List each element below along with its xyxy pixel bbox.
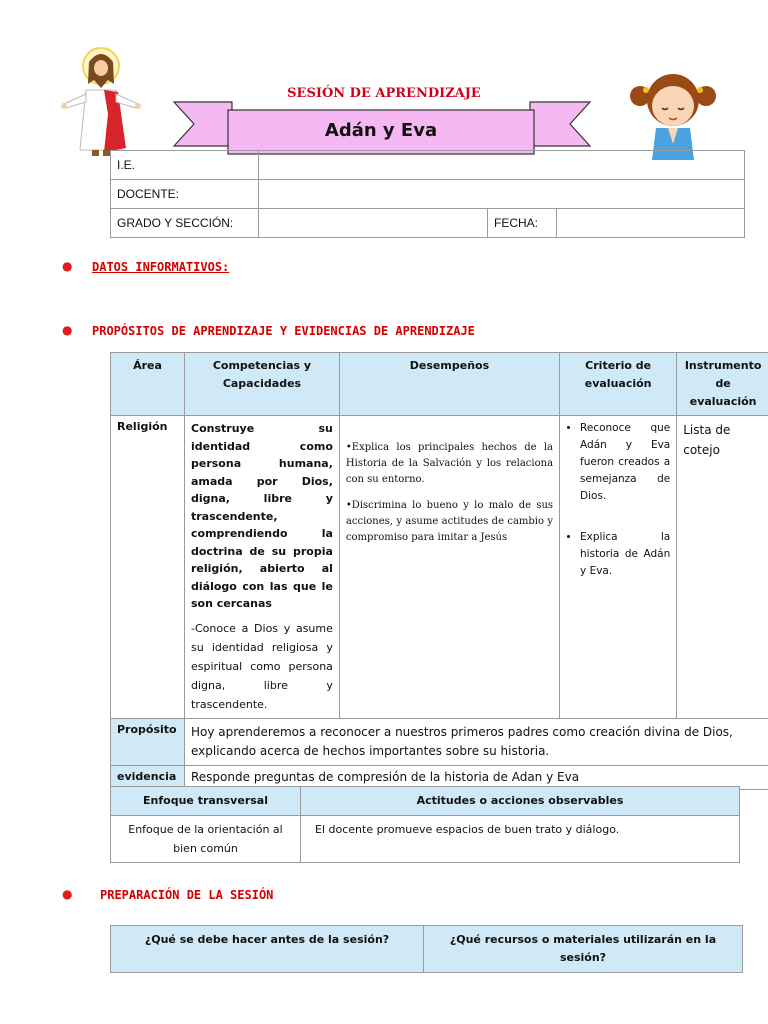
info-table bbox=[110, 150, 745, 238]
grado-field[interactable] bbox=[259, 209, 488, 238]
competencia-bold: Construye su identidad como persona humana, amada por Dios, digna, libre y trascendente, comprendiendo la doctrina de su propia religión, abierto al diálogo con las que le son cercanas bbox=[191, 422, 333, 610]
header-instrumento: Instrumento de evaluación bbox=[677, 353, 768, 416]
proposito-text: Hoy aprenderemos a reconocer a nuestros primeros padres como creación divina de Dios, explicando acerca de hechos importantes sobre su historia. bbox=[185, 718, 768, 765]
desempenos-cell bbox=[339, 416, 559, 719]
header-actitudes: Actitudes o acciones observables bbox=[301, 787, 740, 816]
section-propositos: PROPÓSITOS DE APRENDIZAJE Y EVIDENCIAS DE APRENDIZAJE bbox=[92, 324, 475, 338]
proposito-label: Propósito bbox=[111, 718, 185, 765]
criterio-cell bbox=[560, 416, 677, 719]
header-recursos: ¿Qué recursos o materiales utilizarán en la sesión? bbox=[424, 926, 743, 973]
ie-field[interactable] bbox=[259, 151, 745, 180]
enfoque-cell: Enfoque de la orientación al bien común bbox=[111, 816, 301, 863]
banner-title: Adán y Eva bbox=[324, 120, 438, 141]
session-title: SESIÓN DE APRENDIZAJE bbox=[287, 86, 481, 101]
docente-label: DOCENTE: bbox=[111, 180, 259, 209]
section-datos-informativos: DATOS INFORMATIVOS: bbox=[92, 260, 230, 274]
competencia-capacidad: -Conoce a Dios y asume su identidad religiosa y espiritual como persona digna, libre y trascendente. bbox=[191, 621, 333, 711]
area-cell: Religión bbox=[111, 416, 185, 719]
competencias-cell bbox=[185, 416, 340, 719]
bullet-icon: ● bbox=[62, 259, 73, 273]
actitud-cell: El docente promueve espacios de buen trato y diálogo. bbox=[301, 816, 740, 863]
docente-field[interactable] bbox=[259, 180, 745, 209]
evidencia-text: Responde preguntas de compresión de la historia de Adan y Eva bbox=[185, 765, 768, 789]
bullet-icon: ● bbox=[62, 887, 73, 901]
desempeno-item: •Discrimina lo bueno y lo malo de sus acciones, y asume actitudes de cambio y compromiso para imitar a Jesús bbox=[345, 500, 554, 543]
header-antes-sesion: ¿Qué se debe hacer antes de la sesión? bbox=[111, 926, 424, 973]
header-desempenos: Desempeños bbox=[339, 353, 559, 416]
criterio-item: • Reconoce que Adán y Eva fueron creados a semejanza de Dios. bbox=[580, 420, 670, 505]
bullet-icon: ● bbox=[62, 323, 73, 337]
instrumento-cell: Lista de cotejo bbox=[677, 416, 768, 719]
desempeno-item: •Explica los principales hechos de la Historia de la Salvación y los relaciona con su entorno. bbox=[345, 442, 554, 485]
header-area: Área bbox=[111, 353, 185, 416]
criterio-item: • Explica la historia de Adán y Eva. bbox=[580, 529, 670, 580]
fecha-label: FECHA: bbox=[488, 209, 557, 238]
praying-girl-illustration bbox=[628, 64, 718, 164]
header-criterio: Criterio de evaluación bbox=[560, 353, 677, 416]
ie-label: I.E. bbox=[111, 151, 259, 180]
propositos-table bbox=[110, 352, 768, 790]
fecha-field[interactable] bbox=[557, 209, 745, 238]
evidencia-label: evidencia bbox=[111, 765, 185, 789]
section-preparacion: PREPARACIÓN DE LA SESIÓN bbox=[100, 888, 274, 902]
enfoque-table bbox=[110, 786, 740, 863]
header-competencias: Competencias y Capacidades bbox=[185, 353, 340, 416]
header-enfoque: Enfoque transversal bbox=[111, 787, 301, 816]
jesus-illustration bbox=[56, 44, 146, 164]
grado-label: GRADO Y SECCIÓN: bbox=[111, 209, 259, 238]
preparacion-table bbox=[110, 925, 743, 973]
